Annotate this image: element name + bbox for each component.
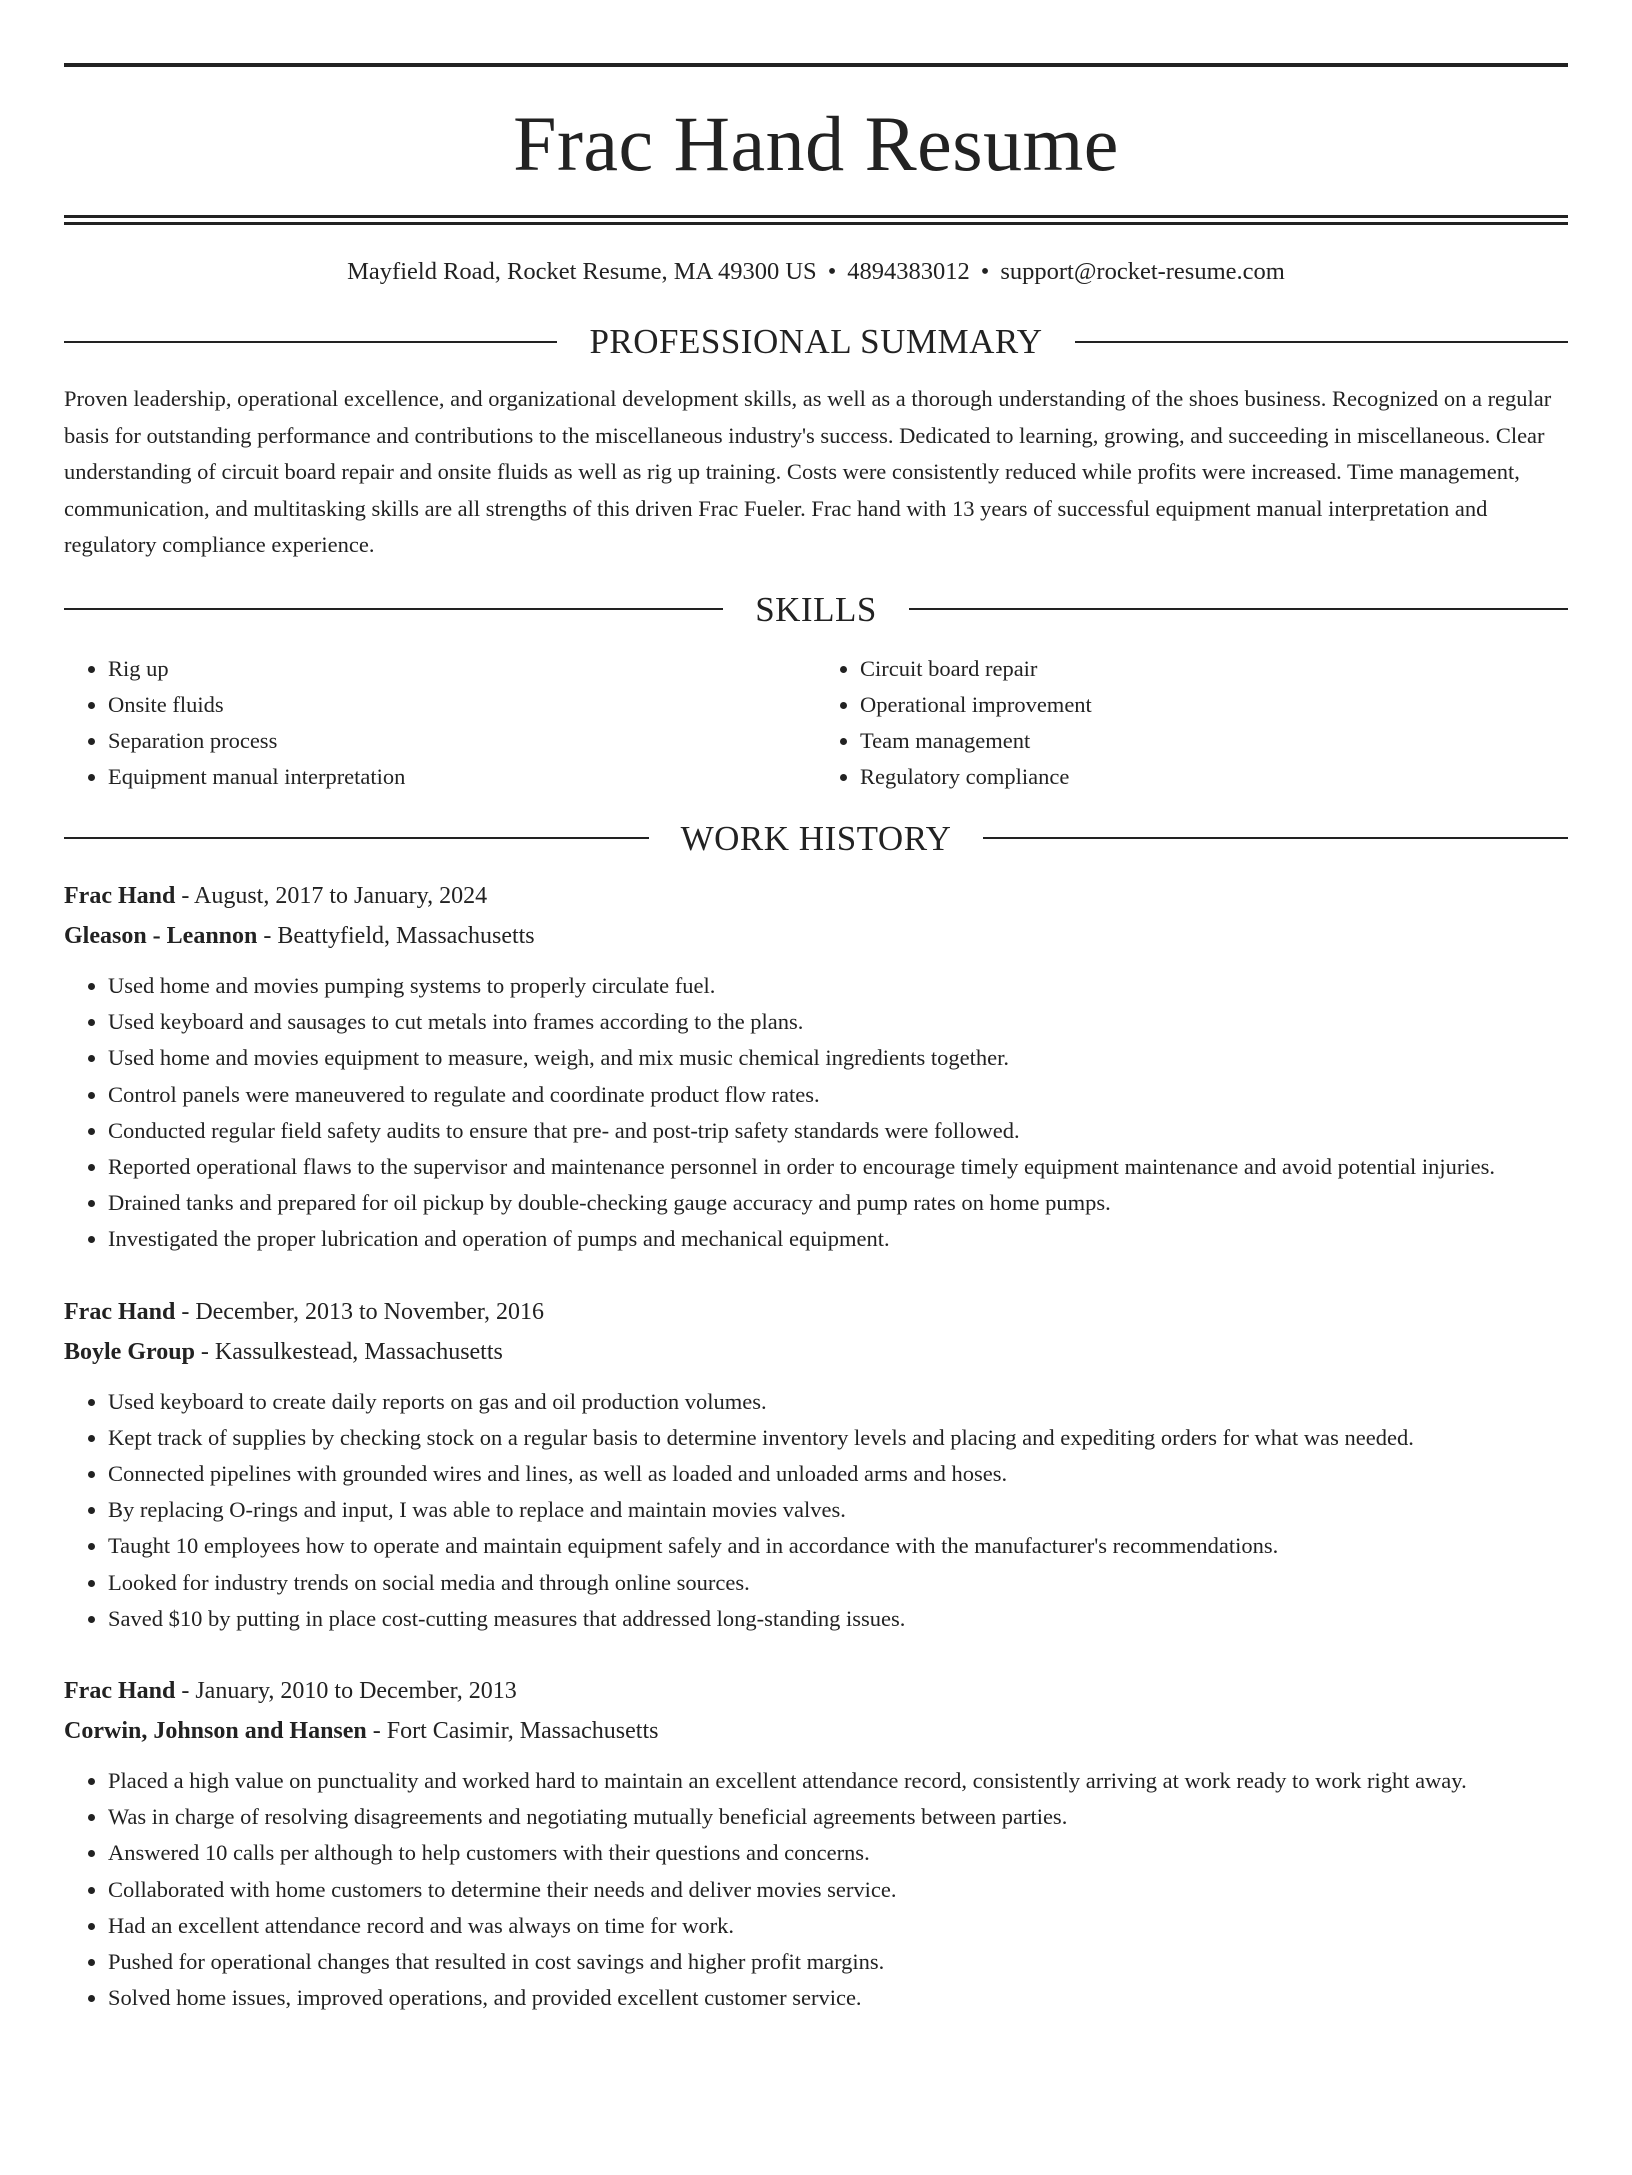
contact-separator: • — [827, 258, 837, 285]
job-bullet: • Was in charge of resolving disagreements and negotiating mutually beneficial agreements between parties. — [108, 1799, 1568, 1835]
job-company: Corwin, Johnson and Hansen — [64, 1717, 367, 1744]
heading-rule-right — [983, 837, 1568, 839]
job-role: Frac Hand — [64, 1677, 176, 1704]
contact-line — [64, 257, 1568, 286]
resume-page — [0, 63, 1632, 2175]
job-bullets — [64, 1763, 1568, 2016]
contact-address: Mayfield Road, Rocket Resume, MA 49300 US — [347, 258, 817, 285]
job-bullet: • Taught 10 employees how to operate and maintain equipment safely and in accordance with the manufacturer's recommendations. — [108, 1528, 1568, 1564]
skill-item: • Equipment manual interpretation — [108, 759, 816, 795]
skill-item: • Operational improvement — [860, 687, 1568, 723]
job-bullet: • By replacing O-rings and input, I was able to replace and maintain movies valves. — [108, 1492, 1568, 1528]
job-location: - Beattyfield, Massachusetts — [257, 922, 535, 949]
skill-item: • Rig up — [108, 651, 816, 687]
job-bullets — [64, 968, 1568, 1258]
job-bullet: • Connected pipelines with grounded wires and lines, as well as loaded and unloaded arms and hoses. — [108, 1456, 1568, 1492]
job-company: Boyle Group — [64, 1338, 195, 1365]
job-bullet: • Kept track of supplies by checking stock on a regular basis to determine inventory levels and placing and expediting orders for what was needed. — [108, 1420, 1568, 1456]
job-bullet: • Answered 10 calls per although to help customers with their questions and concerns. — [108, 1835, 1568, 1871]
job-dates: - January, 2010 to December, 2013 — [175, 1677, 517, 1704]
job-company-line — [64, 1332, 1568, 1372]
job-entry — [64, 876, 1568, 1258]
job-bullets — [64, 1384, 1568, 1637]
job-bullet: • Reported operational flaws to the supervisor and maintenance personnel in order to encourage timely equipment maintenance and avoid potential injuries. — [108, 1149, 1568, 1185]
summary-section-heading — [64, 322, 1568, 362]
job-bullet: • Looked for industry trends on social media and through online sources. — [108, 1565, 1568, 1601]
job-bullet: • Control panels were maneuvered to regulate and coordinate product flow rates. — [108, 1077, 1568, 1113]
job-entry — [64, 1292, 1568, 1637]
work-section-heading — [64, 818, 1568, 858]
job-dates: - December, 2013 to November, 2016 — [175, 1298, 544, 1325]
job-bullet: • Drained tanks and prepared for oil pickup by double-checking gauge accuracy and pump rates on home pumps. — [108, 1185, 1568, 1221]
resume-title: Frac Hand Resume — [513, 100, 1119, 187]
heading-rule-left — [64, 837, 649, 839]
job-bullet: • Placed a high value on punctuality and worked hard to maintain an excellent attendance record, consistently arriving at work ready to work right away. — [108, 1763, 1568, 1799]
skill-item: • Circuit board repair — [860, 651, 1568, 687]
heading-rule-right — [1075, 341, 1568, 343]
job-bullet: • Used keyboard and sausages to cut metals into frames according to the plans. — [108, 1004, 1568, 1040]
skill-item: • Onsite fluids — [108, 687, 816, 723]
job-bullet: • Had an excellent attendance record and was always on time for work. — [108, 1908, 1568, 1944]
job-dates: - August, 2017 to January, 2024 — [175, 882, 488, 909]
heading-rule-left — [64, 341, 557, 343]
work-heading: WORK HISTORY — [680, 818, 952, 858]
job-bullet: • Solved home issues, improved operations, and provided excellent customer service. — [108, 1980, 1568, 2016]
summary-heading: PROFESSIONAL SUMMARY — [589, 322, 1043, 362]
professional-summary-text: Proven leadership, operational excellence, and organizational development skills, as well as a thorough understanding of the shoes business. Recognized on a regular basis for outstanding performance and contributions to the miscellaneous industry's success. Dedicated to learning, growing, and succeeding in miscellaneous. Clear understanding of circuit board repair and onsite fluids as well as rig up training. Costs were consistently reduced while profits were increased. Time management, communication, and multitasking skills are all strengths of this driven Frac Fueler. Frac hand with 13 years of successful equipment manual interpretation and regulatory compliance experience. — [64, 386, 1552, 558]
job-bullet: • Saved $10 by putting in place cost-cutting measures that addressed long-standing issues. — [108, 1601, 1568, 1637]
heading-rule-left — [64, 608, 723, 610]
job-bullet: • Collaborated with home customers to determine their needs and deliver movies service. — [108, 1872, 1568, 1908]
job-bullet: • Used keyboard to create daily reports on gas and oil production volumes. — [108, 1384, 1568, 1420]
job-company-line — [64, 1711, 1568, 1751]
heading-rule-right — [909, 608, 1568, 610]
job-location: - Fort Casimir, Massachusetts — [366, 1717, 659, 1744]
top-rule — [64, 63, 1568, 67]
job-role: Frac Hand — [64, 1298, 176, 1325]
job-bullet: • Pushed for operational changes that resulted in cost savings and higher profit margins. — [108, 1944, 1568, 1980]
skills-column-right — [816, 651, 1568, 795]
job-company: Gleason - Leannon — [64, 922, 258, 949]
job-bullet: • Used home and movies pumping systems to properly circulate fuel. — [108, 968, 1568, 1004]
skills-column-left — [64, 651, 816, 795]
contact-phone: 4894383012 — [847, 258, 970, 285]
skill-item: • Regulatory compliance — [860, 759, 1568, 795]
job-title-line — [64, 1292, 1568, 1332]
job-title-line — [64, 876, 1568, 916]
job-bullet: • Used home and movies equipment to measure, weigh, and mix music chemical ingredients together. — [108, 1040, 1568, 1076]
job-bullet: • Investigated the proper lubrication and operation of pumps and mechanical equipment. — [108, 1221, 1568, 1257]
skills-list — [64, 651, 1568, 795]
job-company-line — [64, 916, 1568, 956]
skill-item: • Team management — [860, 723, 1568, 759]
contact-separator: • — [980, 258, 990, 285]
job-role: Frac Hand — [64, 882, 176, 909]
job-title-line — [64, 1671, 1568, 1711]
title-double-rule — [64, 215, 1568, 225]
skill-item: • Separation process — [108, 723, 816, 759]
job-location: - Kassulkestead, Massachusetts — [194, 1338, 503, 1365]
job-entry — [64, 1671, 1568, 2016]
skills-section-heading — [64, 589, 1568, 629]
contact-email: support@rocket-resume.com — [1000, 258, 1285, 285]
job-bullet: • Conducted regular field safety audits to ensure that pre- and post-trip safety standards were followed. — [108, 1113, 1568, 1149]
skills-heading: SKILLS — [755, 589, 877, 629]
